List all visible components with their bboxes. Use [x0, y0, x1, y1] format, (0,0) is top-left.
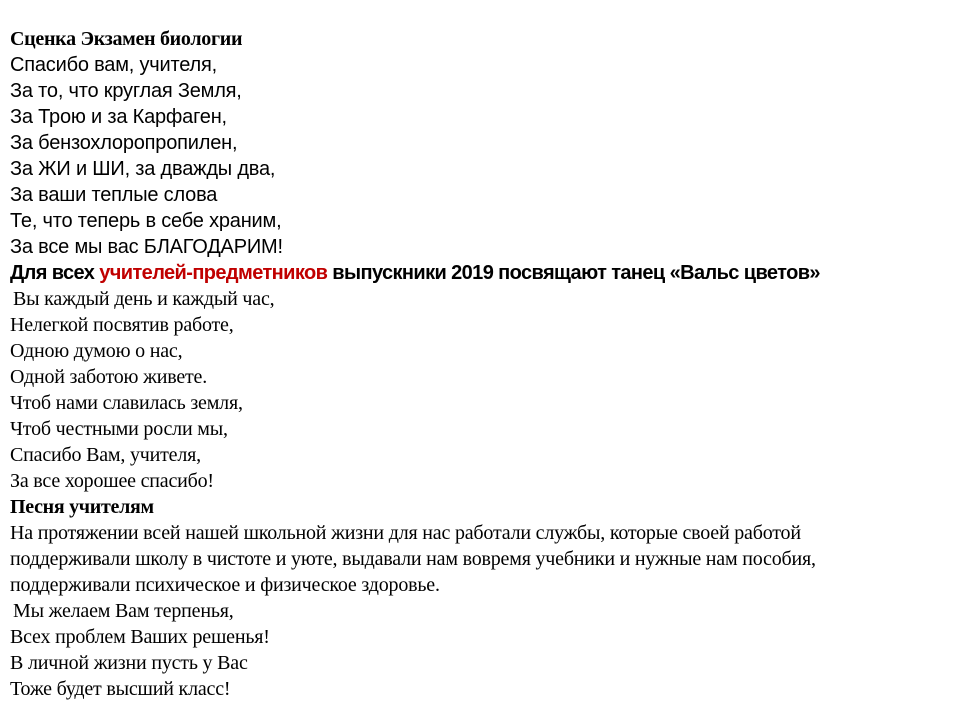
poem-line: Вы каждый день и каждый час,	[13, 288, 275, 310]
poem-line: Мы желаем Вам терпенья,	[13, 600, 234, 622]
poem-line: Нелегкой посвятив работе,	[10, 314, 234, 336]
paragraph-line: поддерживали психическое и физическое здоровье.	[10, 574, 440, 596]
poem-line: Спасибо Вам, учителя,	[10, 444, 201, 466]
paragraph-line: поддерживали школу в чистоте и уюте, выдавали нам вовремя учебники и нужные нам пособия,	[10, 548, 816, 570]
paragraph-line: На протяжении всей нашей школьной жизни для нас работали службы, которые своей работой	[10, 522, 801, 544]
poem-line: За бензохлоропропилен,	[10, 132, 238, 154]
poem-line: Те, что теперь в себе храним,	[10, 210, 282, 232]
poem-line: За все мы вас БЛАГОДАРИМ!	[10, 236, 283, 258]
poem-line: Тоже будет высший класс!	[10, 678, 231, 700]
poem-line: Спасибо вам, учителя,	[10, 54, 217, 76]
announcement-part: Для всех	[10, 262, 100, 284]
poem-line: Одною думою о нас,	[10, 340, 183, 362]
poem-line: За все хорошее спасибо!	[10, 470, 214, 492]
announcement-part: выпускники 2019 посвящают танец «Вальс цветов»	[327, 262, 820, 284]
poem-line: За ЖИ и ШИ, за дважды два,	[10, 158, 276, 180]
section-heading-song: Песня учителям	[10, 496, 154, 518]
poem-line: За то, что круглая Земля,	[10, 80, 242, 102]
poem-line: За Трою и за Карфаген,	[10, 106, 227, 128]
section-heading-skit: Сценка Экзамен биологии	[10, 28, 243, 50]
poem-line: Одной заботою живете.	[10, 366, 208, 388]
announcement-highlight: учителей-предметников	[99, 262, 328, 284]
dance-announcement	[10, 260, 950, 286]
poem-line: В личной жизни пусть у Вас	[10, 652, 248, 674]
poem-line: Чтоб нами славилась земля,	[10, 392, 243, 414]
poem-line: Чтоб честными росли мы,	[10, 418, 228, 440]
poem-line: Всех проблем Ваших решенья!	[10, 626, 270, 648]
poem-line: За ваши теплые слова	[10, 184, 218, 206]
document-body	[10, 26, 950, 702]
